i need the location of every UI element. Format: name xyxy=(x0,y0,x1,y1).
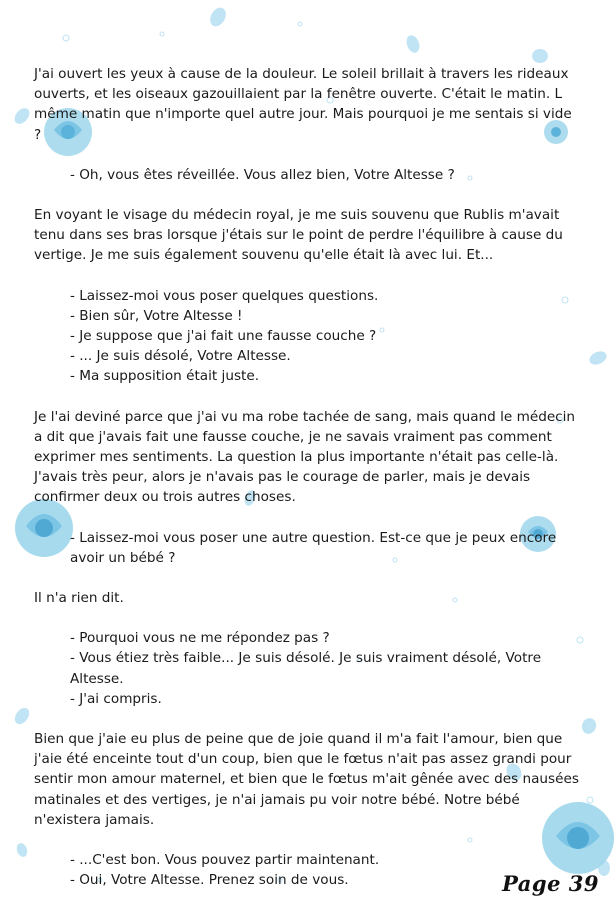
dialogue-line: - Laissez-moi vous poser quelques questions. xyxy=(70,287,379,304)
petal-icon xyxy=(12,105,33,127)
dialogue-line: - Je suppose que j'ai fait une fausse couche ? xyxy=(70,328,377,345)
dialogue-line: - Laissez-moi vous poser une autre question. Est-ce que je peux encore avoir un bébé ? xyxy=(70,529,557,566)
dialogue-line: - Bien sûr, Votre Altesse ! xyxy=(70,307,243,324)
dialogue-line: - Ma supposition était juste. xyxy=(70,368,260,385)
narration-paragraph: En voyant le visage du médecin royal, je me suis souvenu que Rublis m'avait tenu dans ses bras lorsque j'étais sur le point de perdre l'équilibre à cause du vertige. Je me suis également souvenu qu'elle était là avec lui. Et... xyxy=(34,207,563,264)
dialogue-line: - Oui, Votre Altesse. Prenez soin de vous. xyxy=(70,872,349,889)
petal-icon xyxy=(587,349,608,367)
dialogue-line: - ... Je suis désolé, Votre Altesse. xyxy=(70,348,291,365)
petal-icon xyxy=(207,5,229,29)
petal-icon xyxy=(12,705,32,727)
petal-icon xyxy=(404,33,421,54)
dialogue-line: - J'ai compris. xyxy=(70,690,162,707)
narration-paragraph: Je l'ai deviné parce que j'ai vu ma robe tachée de sang, mais quand le médecin a dit que j'avais fait une fausse couche, je ne savais vraiment pas comment exprimer mes sentiments. La question la plus importante n'était pas celle-là. J'avais très peur, alors je n'avais pas le courage de parler, mais je devais confirmer deux ou trois autres choses. xyxy=(34,408,576,506)
petal-icon xyxy=(532,49,548,63)
narration-paragraph: Il n'a rien dit. xyxy=(34,590,124,607)
narration-paragraph: Bien que j'aie eu plus de peine que de joie quand il m'a fait l'amour, bien que j'aie été enceinte tout d'un coup, bien que le fœtus n'ait pas assez grandi pour sentir mon amour maternel, et bien que le fœtus m'ait gênée avec des nausées matinales et des vertiges, je n'ai jamais pu voir notre bébé. Notre bébé n'existera jamais. xyxy=(34,731,579,828)
dialogue-line: - Vous étiez très faible... Je suis désolé. Je suis vraiment désolé, Votre Altesse. xyxy=(70,650,542,687)
petal-icon xyxy=(580,716,599,736)
page-number: Page 39 xyxy=(502,871,599,896)
dialogue-line: - Pourquoi vous ne me répondez pas ? xyxy=(70,630,330,647)
dialogue-line: - Oh, vous êtes réveillée. Vous allez bien, Votre Altesse ? xyxy=(70,166,455,183)
page-text xyxy=(34,64,582,891)
dialogue-line: - ...C'est bon. Vous pouvez partir maintenant. xyxy=(70,852,380,869)
narration-paragraph: J'ai ouvert les yeux à cause de la douleur. Le soleil brillait à travers les rideaux ouverts, et les oiseaux gazouillaient par la fenêtre ouverte. C'était le matin. L même matin que n'importe quel autre jour. Mais pourquoi je me sentais si vide ? xyxy=(34,66,572,143)
petal-icon xyxy=(15,842,29,859)
